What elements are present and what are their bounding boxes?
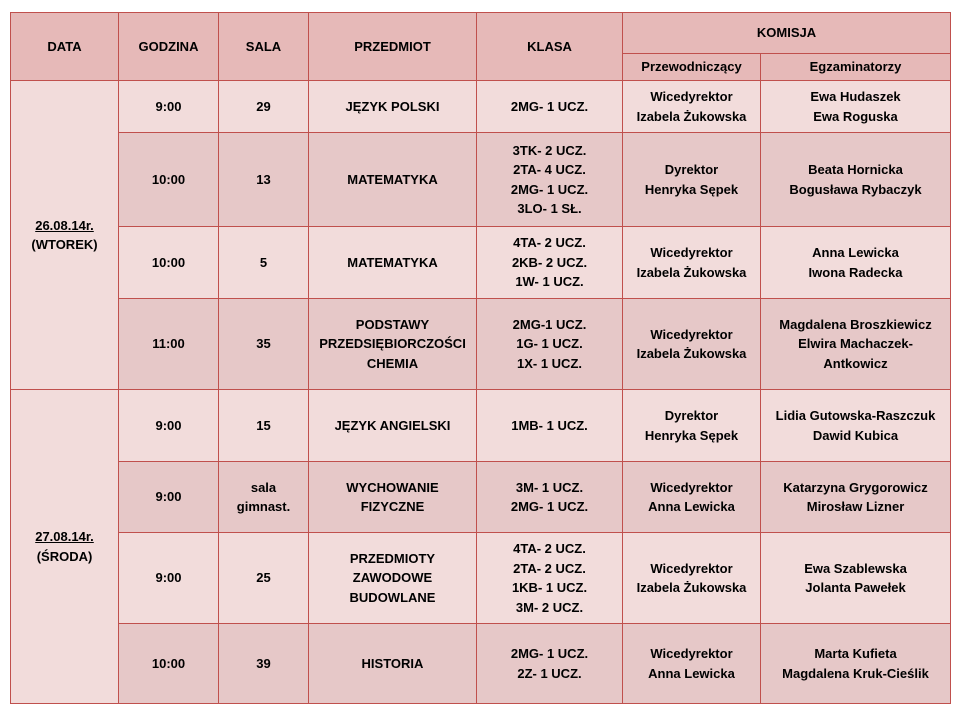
egzaminatorzy-line: Marta Kufieta [814,646,897,661]
sala-cell [219,462,309,533]
klasa-cell [477,624,623,704]
klasa-cell [477,390,623,462]
egzaminatorzy-cell [761,533,951,624]
klasa-line: 2Z- 1 UCZ. [517,665,582,681]
header-przedmiot: PRZEDMIOT [309,13,477,81]
egzaminatorzy-line: Dawid Kubica [812,427,899,443]
date-cell [11,390,119,704]
przedmiot-line: PRZEDMIOTY [349,550,436,566]
egzaminatorzy-line: Bogusława Rybaczyk [789,181,922,197]
exam-schedule-table [10,12,951,704]
przedmiot-line: MATEMATYKA [347,171,438,187]
klasa-line: 2MG- 1 UCZ. [510,646,589,661]
klasa-line: 4TA- 2 UCZ. [513,541,586,556]
egzaminatorzy-line: Magdalena Kruk-Cieślik [782,665,929,681]
przewodniczacy-line: Henryka Sępek [644,427,739,443]
sala-cell [219,533,309,624]
egzaminatorzy-line: Anna Lewicka [812,245,899,260]
przedmiot-cell [309,133,477,227]
godzina-cell: 9:00 [119,533,219,624]
przedmiot-line: ZAWODOWE [352,570,433,586]
przedmiot-cell [309,390,477,462]
godzina-cell: 9:00 [119,462,219,533]
klasa-line: 1W- 1 UCZ. [515,274,584,290]
sala-line: 25 [256,570,271,586]
klasa-cell [477,133,623,227]
godzina-cell: 11:00 [119,299,219,390]
sala-cell [219,624,309,704]
przedmiot-line: JĘZYK POLSKI [345,98,440,114]
sala-line: gimnast. [236,499,291,514]
przedmiot-line: BUDOWLANE [349,589,436,605]
przewodniczacy-cell [623,462,761,533]
przewodniczacy-line: Izabela Żukowska [636,580,747,595]
date-value: 26.08.14r. [35,217,94,233]
egzaminatorzy-line: Ewa Hudaszek [810,89,901,104]
przewodniczacy-cell [623,390,761,462]
klasa-line: 3M- 2 UCZ. [515,599,584,615]
egzaminatorzy-line: Elwira Machaczek- [798,336,913,352]
egzaminatorzy-line: Jolanta Pawełek [805,580,906,595]
przedmiot-line: PRZEDSIĘBIORCZOŚCI [319,336,466,352]
przewodniczacy-cell [623,624,761,704]
header-godzina: GODZINA [119,13,219,81]
klasa-line: 1X- 1 UCZ. [516,355,582,371]
egzaminatorzy-line: Antkowicz [823,355,888,371]
przewodniczacy-line: Wicedyrektor [650,326,733,342]
godzina-cell: 10:00 [119,227,219,299]
klasa-line: 2MG- 1 UCZ. [510,181,589,197]
egzaminatorzy-line: Lidia Gutowska-Raszczuk [775,408,936,423]
table-row [11,624,951,704]
przewodniczacy-line: Izabela Żukowska [636,346,747,361]
przedmiot-cell [309,81,477,133]
egzaminatorzy-line: Katarzyna Grygorowicz [783,479,928,495]
egzaminatorzy-cell [761,624,951,704]
egzaminatorzy-line: Ewa Roguska [813,108,898,124]
przewodniczacy-cell [623,533,761,624]
przedmiot-line: FIZYCZNE [360,499,425,514]
table-row [11,299,951,390]
przedmiot-cell [309,299,477,390]
przedmiot-line: MATEMATYKA [347,254,438,270]
sala-cell [219,390,309,462]
klasa-line: 1MB- 1 UCZ. [511,417,588,433]
przedmiot-line: CHEMIA [366,355,419,371]
header-przewodniczacy: Przewodniczący [623,54,761,81]
klasa-line: 2KB- 2 UCZ. [511,254,588,270]
przewodniczacy-cell [623,81,761,133]
przewodniczacy-line: Henryka Sępek [644,181,739,197]
klasa-cell [477,81,623,133]
klasa-line: 1KB- 1 UCZ. [511,580,588,595]
przedmiot-line: HISTORIA [361,655,424,671]
klasa-line: 2MG-1 UCZ. [512,316,587,332]
godzina-cell: 9:00 [119,81,219,133]
klasa-line: 2MG- 1 UCZ. [510,499,589,514]
klasa-line: 3LO- 1 SŁ. [517,201,582,216]
egzaminatorzy-line: Beata Hornicka [808,162,903,177]
sala-line: 35 [256,336,271,352]
klasa-line: 3TK- 2 UCZ. [512,142,587,158]
table-row [11,533,951,624]
weekday-value: (ŚRODA) [36,548,93,564]
przewodniczacy-line: Anna Lewicka [648,499,735,514]
przedmiot-line: WYCHOWANIE [346,479,439,495]
przewodniczacy-line: Wicedyrektor [650,646,733,661]
przedmiot-cell [309,227,477,299]
sala-line: 39 [256,655,271,671]
sala-line: 5 [259,254,268,270]
przewodniczacy-line: Wicedyrektor [650,560,733,576]
sala-cell [219,227,309,299]
egzaminatorzy-cell [761,390,951,462]
klasa-line: 2TA- 2 UCZ. [513,560,586,576]
sala-line: 29 [256,98,271,114]
header-egzaminatorzy: Egzaminatorzy [761,54,951,81]
header-klasa: KLASA [477,13,623,81]
klasa-cell [477,533,623,624]
klasa-line: 2MG- 1 UCZ. [510,98,589,114]
sala-line: 15 [256,417,271,433]
klasa-cell [477,299,623,390]
header-komisja: KOMISJA [623,13,951,54]
godzina-cell: 10:00 [119,133,219,227]
sala-cell [219,81,309,133]
klasa-line: 4TA- 2 UCZ. [513,235,586,251]
przewodniczacy-cell [623,227,761,299]
header-sala: SALA [219,13,309,81]
klasa-cell [477,462,623,533]
przewodniczacy-line: Izabela Żukowska [636,108,747,124]
przedmiot-line: JĘZYK ANGIELSKI [334,417,451,433]
godzina-cell: 9:00 [119,390,219,462]
sala-line: 13 [256,171,271,187]
egzaminatorzy-line: Magdalena Broszkiewicz [779,316,932,332]
egzaminatorzy-line: Mirosław Lizner [806,499,905,514]
przedmiot-cell [309,533,477,624]
klasa-line: 2TA- 4 UCZ. [513,162,586,177]
klasa-line: 1G- 1 UCZ. [516,336,583,352]
przewodniczacy-line: Wicedyrektor [650,479,733,495]
przewodniczacy-line: Dyrektor [664,162,719,177]
egzaminatorzy-cell [761,299,951,390]
egzaminatorzy-cell [761,462,951,533]
klasa-cell [477,227,623,299]
przewodniczacy-line: Anna Lewicka [648,665,735,681]
godzina-cell: 10:00 [119,624,219,704]
przedmiot-cell [309,462,477,533]
table-row [11,227,951,299]
przewodniczacy-line: Izabela Żukowska [636,264,747,280]
egzaminatorzy-line: Iwona Radecka [808,264,903,280]
egzaminatorzy-line: Ewa Szablewska [804,560,907,576]
przewodniczacy-line: Wicedyrektor [650,245,733,260]
przewodniczacy-line: Dyrektor [664,408,719,423]
klasa-line: 3M- 1 UCZ. [515,479,584,495]
sala-cell [219,299,309,390]
przewodniczacy-line: Wicedyrektor [650,89,733,104]
egzaminatorzy-cell [761,227,951,299]
table-row [11,390,951,462]
header-data: DATA [11,13,119,81]
table-row [11,462,951,533]
table-row [11,81,951,133]
weekday-value: (WTOREK) [31,237,98,252]
date-cell [11,81,119,390]
przedmiot-line: PODSTAWY [355,316,430,332]
przewodniczacy-cell [623,299,761,390]
przewodniczacy-cell [623,133,761,227]
sala-line: sala [250,479,277,495]
egzaminatorzy-cell [761,133,951,227]
sala-cell [219,133,309,227]
przedmiot-cell [309,624,477,704]
date-value: 27.08.14r. [35,529,94,544]
table-row [11,133,951,227]
egzaminatorzy-cell [761,81,951,133]
